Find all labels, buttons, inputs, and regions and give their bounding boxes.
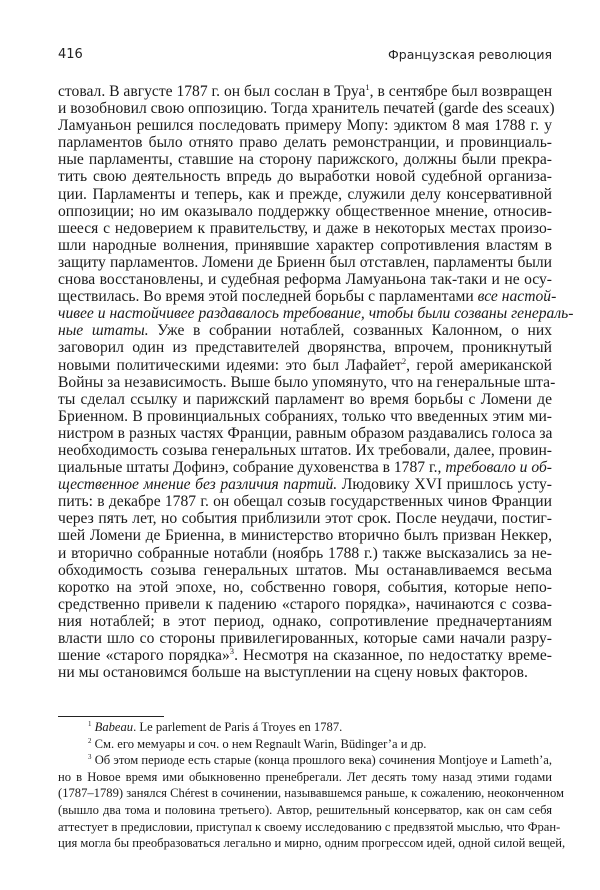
text-segment: . Несмотря на сказанное, по недостатку време- <box>234 647 552 665</box>
text-segment: ществилась. Во время этой последней борьбы с парламентами <box>58 288 478 306</box>
text-line <box>58 476 552 493</box>
text-line <box>58 271 552 288</box>
text-segment: снова восстановлены, и судебная реформа Ламуаньона так-таки и не осу- <box>58 271 552 289</box>
page-number: 416 <box>58 47 83 62</box>
text-segment: пить: в декабре 1787 г. он обещал созыв государственных чинов Франции <box>58 493 552 511</box>
footnote-line <box>58 736 552 753</box>
text-line <box>58 425 552 442</box>
text-line <box>58 339 552 356</box>
text-line <box>58 186 552 203</box>
footnote-marker: 2 <box>401 355 407 366</box>
footnote-separator <box>58 716 164 717</box>
text-segment: (вышло два тома и половина третьего). Автор, решительный консерватор, как он сам себя <box>58 802 552 817</box>
text-segment: шееся с недоверием к правительству, и даже в некоторых местах произо- <box>58 219 552 237</box>
footnote-marker: 3 <box>88 754 92 762</box>
text-line <box>58 322 552 339</box>
text-line <box>58 254 552 271</box>
footnote-line <box>58 719 552 736</box>
text-segment: оппозиции; но им оказывало поддержку общественное мнение, относив- <box>58 202 552 220</box>
text-segment: и вторично собранные нотабли (ноябрь 1788 г.) также высказались за не- <box>58 544 552 562</box>
italic-text: все настой- <box>477 288 557 306</box>
text-segment: . Le parlement de Paris á Troyes en 1787. <box>133 720 343 734</box>
text-line <box>58 117 552 134</box>
text-line <box>58 664 552 681</box>
footnote-line <box>58 769 552 786</box>
text-segment: ни мы остановимся больше на выступлении на сцену новых факторов. <box>58 664 528 682</box>
text-line <box>58 100 555 118</box>
text-segment: См. его мемуары и соч. о нем Regnault Warin, Büdinger’а и др. <box>91 736 427 751</box>
text-line <box>58 545 552 562</box>
text-segment: стовал. В августе 1787 г. он был сослан в Труа <box>58 83 366 100</box>
text-line <box>58 408 552 425</box>
text-line <box>58 459 552 476</box>
text-segment: средственно привели к падению «старого порядка», начинаются с созва- <box>58 595 552 613</box>
text-line <box>58 357 552 374</box>
text-segment: и возобновил свою оппозицию. Тогда хранитель печатей (garde des sceaux) <box>58 100 555 118</box>
text-segment: защиту парламентов. Ломени де Бриенн был отставлен, парламенты были <box>58 253 552 271</box>
footnote-line <box>58 819 561 836</box>
text-segment: , в сентябре был возвращен <box>369 83 553 100</box>
text-segment: тить свою деятельность впредь до выработки новой судебной организа- <box>58 168 552 186</box>
main-text <box>58 82 574 682</box>
text-segment: циальные штаты Дофинэ, собрание духовенства в 1787 г., <box>58 459 446 477</box>
text-segment: шей Ломени де Бриенна, в министерство вторично былъ призван Неккер, <box>58 527 552 545</box>
text-segment: Бриенном. В провинциальных собраниях, только что введенных этим ми- <box>58 407 552 425</box>
text-line <box>58 562 552 579</box>
text-segment: шение «старого порядка» <box>58 647 230 665</box>
text-line <box>58 596 552 613</box>
text-line <box>58 630 552 647</box>
text-line <box>58 168 552 185</box>
text-segment: ные парламенты, ставшие на сторону парижского, должны были прекра- <box>58 151 552 169</box>
text-segment: новыми политическими идеями: это был Лафайет <box>58 356 402 374</box>
text-line <box>58 391 552 408</box>
text-segment: коротко на этой эпохе, но, собственно говоря, события, которые непо- <box>58 578 552 596</box>
text-segment: обходимость созыва генеральных штатов. Мы останавливаемся весьма <box>58 561 552 579</box>
footnote-line <box>58 785 565 802</box>
footnotes <box>58 719 566 852</box>
text-segment: Войны за независимость. Выше было упомянуто, что на генеральные шта- <box>58 373 556 391</box>
text-line <box>58 613 552 630</box>
italic-text: щественное мнение без различия партий. <box>58 476 338 494</box>
footnote-marker: 1 <box>88 721 92 729</box>
text-segment: власти шло со стороны привилегированных, которые сами начали разру- <box>58 630 552 647</box>
running-header <box>58 47 552 67</box>
footnote-line <box>58 802 552 819</box>
text-segment: аттестует в предисловии, приступал к своему исследованию с предвзятой мыслью, что Фран- <box>58 819 561 834</box>
text-segment: ты сделал ссылку и парижский парламент во время борьбы с Ломени де <box>58 390 552 408</box>
text-line <box>58 203 552 220</box>
text-line <box>58 647 552 664</box>
text-line <box>58 134 552 151</box>
text-line <box>58 237 552 254</box>
text-segment: необходимость созыва генеральных штатов. Их требовали, далее, провин- <box>58 441 552 459</box>
footnote-marker: 2 <box>88 737 92 745</box>
footnote-line <box>58 752 552 769</box>
footnote-marker: 1 <box>365 82 370 92</box>
text-line <box>58 288 557 306</box>
text-segment: Ламуаньон решился последовать примеру Мопу: эдиктом 8 мая 1788 г. у <box>58 117 552 135</box>
text-segment: парламентов было отнято право делать ремонстранции, и провинциаль- <box>58 134 552 152</box>
footnote-line <box>58 835 566 852</box>
text-line <box>58 373 556 391</box>
text-line <box>58 220 552 237</box>
text-line <box>58 151 552 168</box>
text-line <box>58 510 552 527</box>
text-segment: ции. Парламенты и теперь, как и прежде, служили делу консервативной <box>58 185 552 203</box>
text-line <box>58 442 552 459</box>
text-line <box>58 493 552 510</box>
text-segment: но в Новое время ими обыкновенно пренебрегали. Лет десять тому назад этими годами <box>58 769 552 784</box>
text-segment: (1787–1789) занялся Chérest в сочинении, называвшемся раньше, к сожалению, неоконченном <box>58 786 565 801</box>
text-line <box>58 305 574 323</box>
italic-text: требовало и об- <box>445 459 552 477</box>
text-segment: Людовику XVI пришлось усту- <box>337 476 552 494</box>
text-segment: Уже в собрании нотаблей, созванных Калонном, о них <box>148 322 553 340</box>
italic-text: чивее и настойчивее раздавалось требование, чтобы были созваны генераль- <box>58 305 574 323</box>
text-line <box>58 579 552 596</box>
italic-text: Babeau <box>94 720 134 734</box>
text-segment: нистром в разных частях Франции, равным образом раздавались голоса за <box>58 424 553 442</box>
text-segment: заговорил один из представителей дворянства, впрочем, проникнутый <box>58 339 552 357</box>
text-line <box>58 527 552 544</box>
footnote-marker: 3 <box>229 646 235 657</box>
text-segment: Об этом периоде есть старые (конца прошлого века) сочинения Montjoye и Lameth’а, <box>91 753 552 768</box>
italic-text: ные штаты. <box>58 322 149 340</box>
running-title: Французская революция <box>388 47 552 62</box>
text-segment: ния нотаблей; в этот период, однако, сопротивление предначертаниям <box>58 612 552 630</box>
text-segment: шли народные волнения, принявшие характер сопротивления властям в <box>58 236 552 254</box>
text-segment: через пять лет, но события приблизили этот срок. После неудачи, постиг- <box>58 510 552 528</box>
text-segment: ция могла бы преобразоваться легально и мирно, одним прогрессом идей, одной силой вещей, <box>58 836 566 851</box>
text-line <box>58 83 552 100</box>
text-segment: , герой американской <box>406 356 552 374</box>
